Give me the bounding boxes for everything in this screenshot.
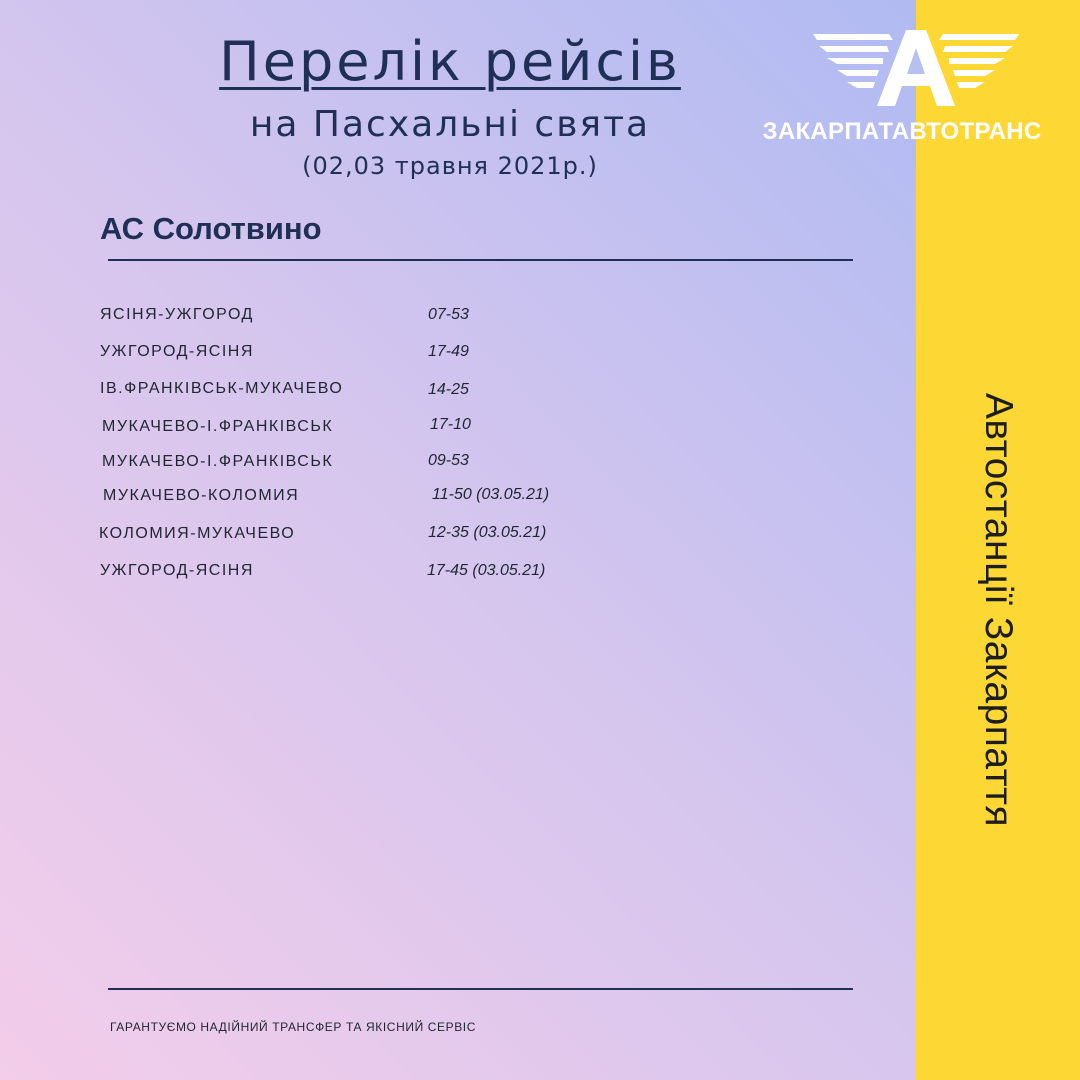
departure-time: 14-25 bbox=[428, 381, 469, 398]
route-name: УЖГОРОД-ЯСІНЯ bbox=[100, 343, 254, 360]
departure-time: 12-35 (03.05.21) bbox=[428, 524, 547, 541]
departure-time: 09-53 bbox=[428, 452, 469, 469]
brand-name: ЗАКАРПАТАВТОТРАНС bbox=[762, 118, 1042, 145]
route-name: МУКАЧЕВО-КОЛОМИЯ bbox=[103, 487, 300, 504]
route-name: КОЛОМИЯ-МУКАЧЕВО bbox=[99, 525, 296, 542]
footer-slogan: ГАРАНТУЄМО НАДІЙНИЙ ТРАНСФЕР ТА ЯКІСНИЙ СЕРВІС bbox=[110, 1020, 477, 1034]
page-subtitle: на Пасхальні свята bbox=[249, 104, 651, 145]
departure-time: 17-45 (03.05.21) bbox=[427, 562, 546, 579]
winged-a-logo-icon bbox=[805, 28, 1027, 110]
route-name: ІВ.ФРАНКІВСЬК-МУКАЧЕВО bbox=[100, 380, 344, 397]
page-title: Перелік рейсів bbox=[219, 30, 681, 93]
departure-time: 17-10 bbox=[430, 416, 471, 433]
route-name: УЖГОРОД-ЯСІНЯ bbox=[100, 562, 254, 579]
station-name: АС Солотвино bbox=[100, 211, 322, 246]
route-name: ЯСІНЯ-УЖГОРОД bbox=[100, 306, 254, 323]
route-name: МУКАЧЕВО-І.ФРАНКІВСЬК bbox=[102, 418, 334, 435]
departure-time: 17-49 bbox=[428, 343, 469, 360]
departure-time: 11-50 (03.05.21) bbox=[432, 486, 550, 503]
date-range: (02,03 травня 2021р.) bbox=[302, 152, 598, 180]
sidebar-caption: Автостанції Закарпаття bbox=[977, 392, 1020, 828]
departure-time: 07-53 bbox=[428, 306, 469, 323]
top-divider bbox=[108, 259, 853, 261]
route-name: МУКАЧЕВО-І.ФРАНКІВСЬК bbox=[102, 453, 334, 470]
bottom-divider bbox=[108, 988, 853, 990]
